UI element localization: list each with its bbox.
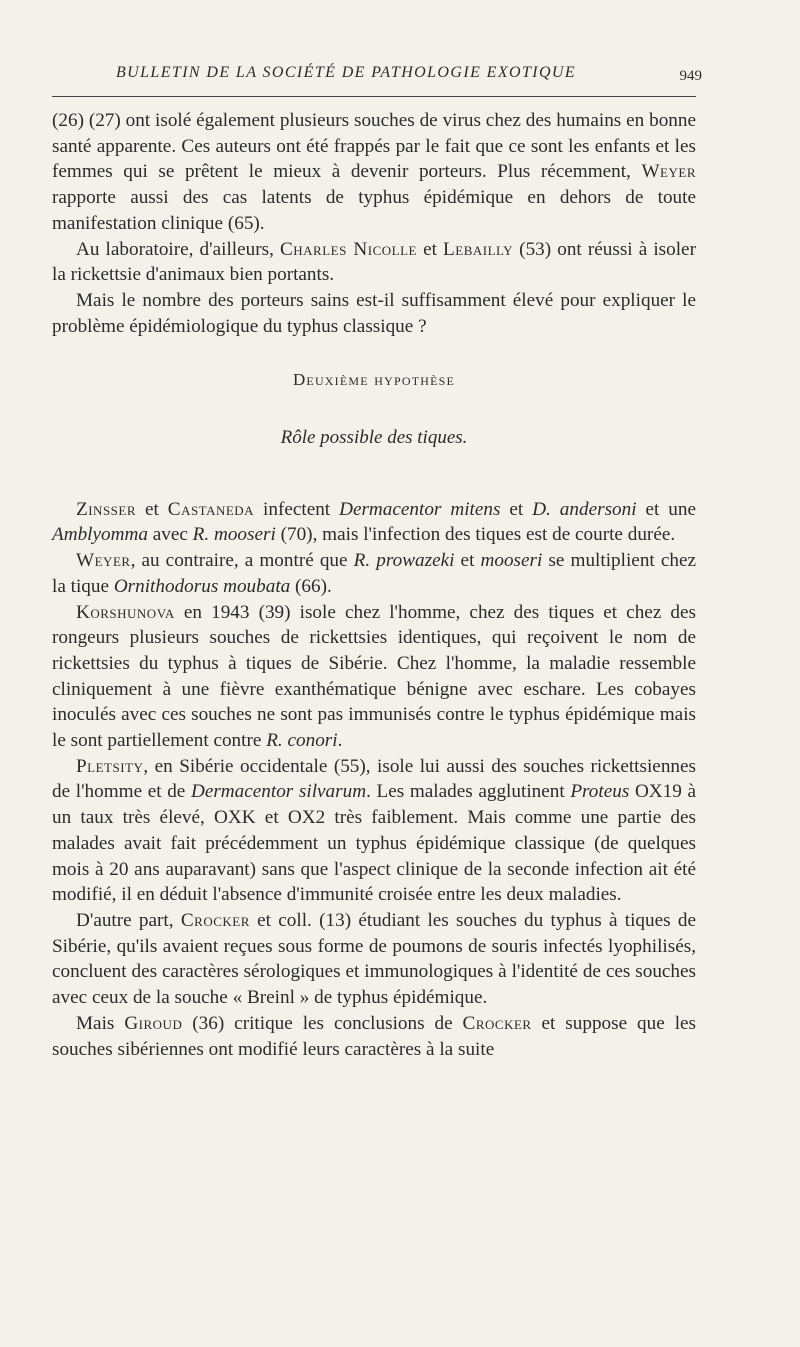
paragraph-2 [52,237,696,288]
text-run: (36) critique les conclusions de [182,1012,463,1034]
author-name: Crocker [180,909,250,931]
author-name: Lebailly [443,238,514,260]
author-name: Weyer [76,550,131,572]
author-name: Pletsity [76,755,144,777]
paragraph-9 [52,1011,696,1062]
paragraph-3: Mais le nombre des porteurs sains est-il suffisamment élevé pour expliquer le problème épidémiologique du typhus classique ? [52,289,696,337]
subsection-heading: Rôle possible des tiques. [280,427,468,449]
author-name: Weyer [641,161,696,183]
text-run: et coll. (13) étudiant les souches du typhus à tiques de Sibérie, qu'ils avaient reçues sous forme de poumons de souris infectés lyophilisés, concluent des caractères sérologiques et immunologiques à l'identité de ces souches avec ceux de la souche « Breinl » de typhus épidémique. [52,909,696,1009]
text-run: (70), mais l'infection des tiques est de courte durée. [275,524,676,546]
species-name: Amblyomma [52,524,148,546]
text-run: . Les malades agglutinent [366,781,571,803]
page-number: 949 [679,68,702,84]
author-name: Zinsser [76,498,137,520]
running-title: BULLETIN DE LA SOCIÉTÉ DE PATHOLOGIE EXOTIQUE [116,64,577,81]
text-run: OX19 à un taux très élevé, OXK et OX2 très faiblement. Mais comme une partie des malades avait fait précédemment un typhus épidémique classique (de quelques mois à 20 ans auparavant) sans que l'aspect clinique de la seconde infection ait été modifié, il en déduit l'absence d'immunité croisée entre les deux maladies. [52,781,697,906]
species-name: R. conori [266,730,338,752]
author-name: Korshunova [76,601,175,623]
article-body [52,108,696,1062]
text-run: rapporte aussi des cas latents de typhus épidémique en dehors de toute manifestation clinique (65). [52,187,696,234]
text-run: (66). [290,575,332,597]
author-name: Crocker [462,1012,532,1034]
species-name: D. andersoni [532,498,637,520]
text-run: , en Sibérie occidentale (55), isole lui aussi des souches rickettsiennes de l'homme et de [52,755,696,803]
author-name: Castaneda [167,498,255,520]
text-run: se multiplient chez la tique [52,550,696,597]
text-run: en 1943 (39) isole chez l'homme, chez des tiques et chez des rongeurs plusieurs souches de rickettsies identiques, qui reçoivent le nom de rickettsies du typhus à tiques de Sibérie. Chez l'homme, la maladie ressemble cliniquement à une fièvre exanthématique bénigne avec eschare. Les cobayes inoculés avec ces souches ne sont pas immunisés contre le typhus épidémique mais le sont partiellement contre [52,601,696,752]
paragraph-7 [52,754,696,908]
section-heading: Deuxième hypothèse [292,370,456,390]
text-run: , au contraire, a montré que [130,550,354,572]
text-run: (53) ont réussi à isoler la rickettsie d'animaux bien portants. [52,238,696,286]
species-name: R. prowazeki [353,550,455,572]
text-run: et une [636,498,697,520]
paragraph-8 [52,908,696,1011]
text-run: . [337,730,343,752]
species-name: R. mooseri [192,524,276,546]
page-header [52,62,702,97]
text-run: Au laboratoire, d'ailleurs, [76,238,280,260]
text-run: Mais [76,1012,125,1034]
text-run: et [500,498,533,520]
text-run: et suppose que les souches sibériennes ont modifié leurs caractères à la suite [52,1012,697,1060]
text-run: infectent [254,498,340,520]
author-name: Giroud [124,1012,183,1034]
text-run: et [454,550,481,572]
text-run: et [417,238,444,260]
paragraph-1 [52,108,696,237]
species-name: Proteus [570,781,630,803]
text-run: (26) (27) ont isolé également plusieurs souches de virus chez des humains en bonne santé apparente. Ces auteurs ont été frappés par le fait que ce sont les enfants et les femmes qui se prêtent le mieux à devenir porteurs. Plus récemment, [52,110,696,183]
paragraph-5 [52,548,696,599]
species-name: Ornithodorus moubata [113,575,291,597]
text-run: avec [147,524,193,546]
text-run: D'autre part, [76,909,181,931]
species-name: Dermacentor silvarum [190,781,367,803]
species-name: mooseri [480,550,543,572]
paragraph-6 [52,600,696,754]
author-name: Charles Nicolle [279,238,417,260]
text-run: et [136,498,168,520]
paragraph-4 [52,497,696,548]
species-name: Dermacentor mitens [339,498,501,520]
